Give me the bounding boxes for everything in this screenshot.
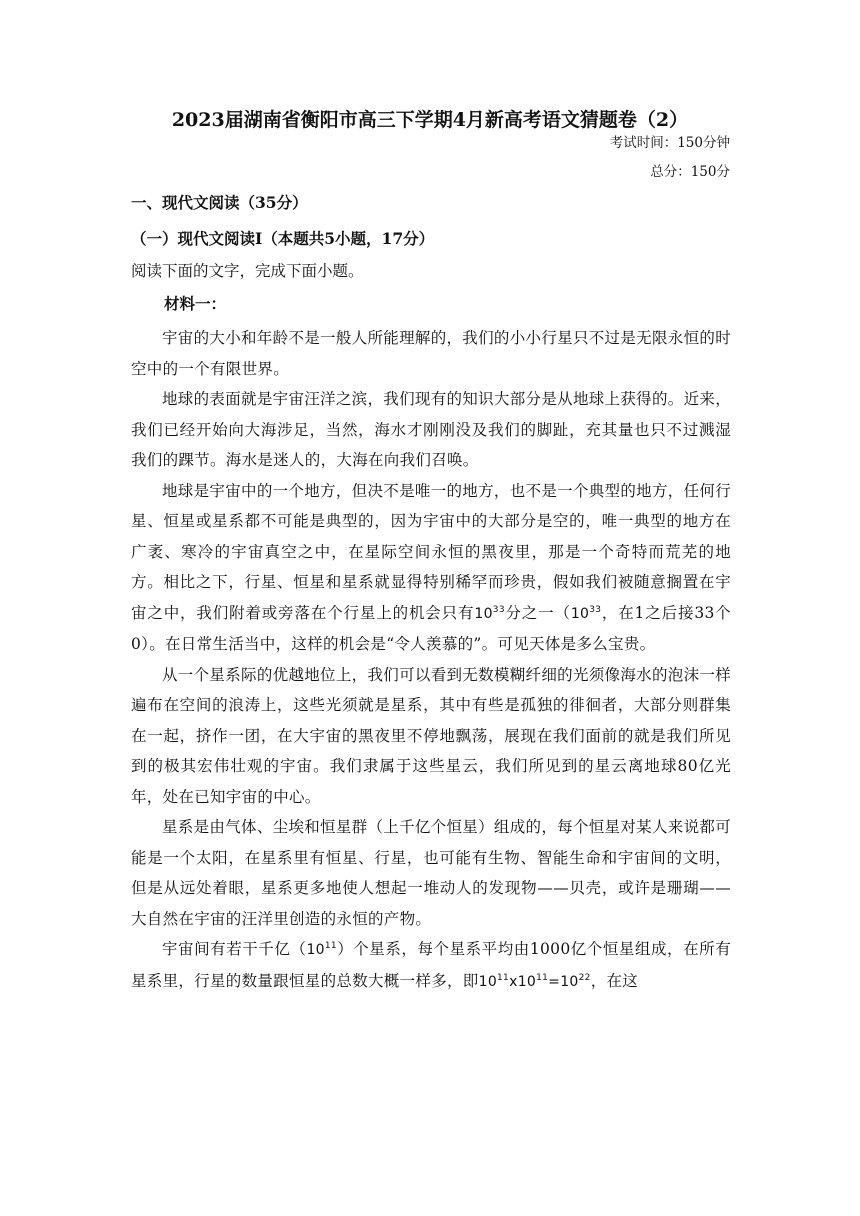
paragraph-6 (131, 934, 731, 997)
passage-body (131, 323, 731, 997)
document-title: 2023届湖南省衡阳市高三下学期4月新高考语文猜题卷（2） (171, 109, 689, 131)
total-score: 总分：150分 (650, 164, 730, 180)
paragraph-6-text-a: 宇宙间有若干千亿（ (162, 940, 307, 958)
exam-time: 考试时间：150分钟 (609, 135, 730, 151)
power-base: 10 (306, 942, 325, 958)
equals-sign: = (548, 973, 561, 990)
power-exponent: 22 (578, 972, 591, 983)
power-exponent: 11 (536, 972, 549, 983)
power-base: 10 (560, 973, 579, 990)
times-sign: x (509, 973, 518, 990)
power-base: 10 (570, 605, 590, 622)
subsection-heading: （一）现代文阅读Ⅰ（本题共5小题，17分） (131, 229, 435, 248)
power-exponent: 11 (497, 972, 510, 983)
reading-instruction: 阅读下面的文字，完成下面小题。 (131, 262, 364, 280)
power-base: 10 (517, 973, 537, 990)
paragraph-1: 宇宙的大小和年龄不是一般人所能理解的，我们的小小行星只不过是无限永恒的时空中的一个有限世界。 (131, 329, 731, 378)
power-base: 10 (478, 973, 498, 990)
paragraph-3-text-c: ，在1之后接33个0）。在日常生活当中，这样的机会是“令人羡慕的”。可见天体是多么宝贵。 (131, 603, 731, 653)
power-exponent: 11 (324, 940, 337, 951)
power-base: 10 (474, 605, 493, 622)
power-exponent: 33 (492, 604, 505, 615)
power-exponent: 33 (589, 604, 602, 615)
paragraph-5: 星系是由气体、尘埃和恒星群（上千亿个恒星）组成的，每个恒星对某人来说都可能是一个太阳，在星系里有恒星、行星，也可能有生物、智能生命和宇宙间的文明，但是从远处着眼，星系更多地使人想起一堆动人的发现物——贝壳，或许是珊瑚——大自然在宇宙的汪洋里创造的永恒的产物。 (131, 818, 731, 928)
paragraph-4: 从一个星系际的优越地位上，我们可以看到无数模糊纤细的光须像海水的泡沫一样遍布在空间的浪涛上，这些光须就是星系，其中有些是孤独的徘徊者，大部分则群集在一起，挤作一团，在大宇宙的黑夜里不停地飘荡，展现在我们面前的就是我们所见到的极其宏伟壮观的宇宙。我们隶属于这些星云，我们所见到的星云离地球80亿光年，处在已知宇宙的中心。 (131, 665, 731, 806)
section-heading: 一、现代文阅读（35分） (131, 193, 308, 212)
paragraph-3 (131, 476, 731, 660)
paragraph-6-text-c: ，在这 (590, 971, 639, 990)
paragraph-6-text-b: ）个星系，每个星系平均由1000亿个恒星组成，在所有星系里，行星的数量跟恒星的总数大概一样多，即 (131, 940, 731, 990)
paragraph-3-text-a: 地球是宇宙中的一个地方，但决不是唯一的地方，也不是一个典型的地方，任何行星、恒星或星系都不可能是典型的，因为宇宙中的大部分是空的，唯一典型的地方在广袤、寒冷的宇宙真空之中，在星际空间永恒的黑夜里，那是一个奇特而荒芜的地方。相比之下，行星、恒星和星系就显得特别稀罕而珍贵，假如我们被随意搁置在宇宙之中，我们附着或旁落在个行星上的机会只有 (131, 481, 731, 622)
material-label: 材料一： (164, 294, 227, 313)
paragraph-2: 地球的表面就是宇宙汪洋之滨，我们现有的知识大部分是从地球上获得的。近来，我们已经开始向大海涉足，当然，海水才刚刚没及我们的脚趾，充其量也只不过溅湿我们的踝节。海水是迷人的，大海在向我们召唤。 (131, 390, 731, 469)
paragraph-3-text-b: 分之一（ (504, 603, 571, 622)
